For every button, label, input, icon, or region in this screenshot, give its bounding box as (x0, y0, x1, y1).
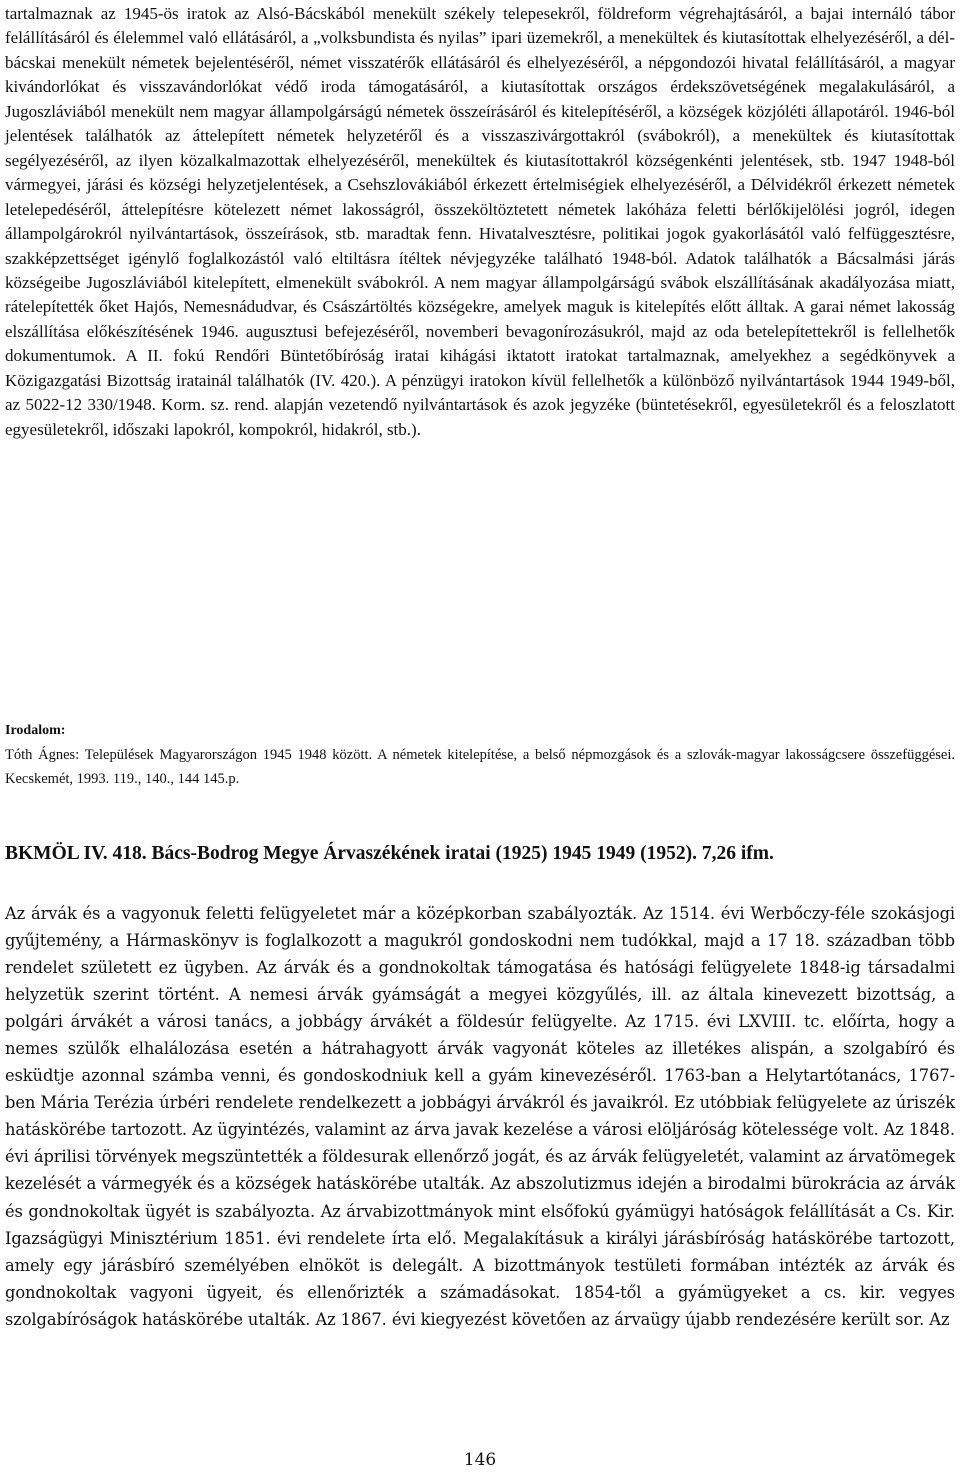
section-title: BKMÖL IV. 418. Bács-Bodrog Megye Árvaszékének iratai (1925) 1945 1949 (1952). 7,26 ifm. (5, 843, 774, 864)
references-text: Tóth Ágnes: Települések Magyarországon 1945 1948 között. A németek kitelepítése, a belső népmozgások és a szlovák-magyar lakosságcsere összefüggései. Kecskemét, 1993. 119., 140., 144 145.p. (5, 747, 955, 787)
page-number: 146 (463, 1450, 497, 1470)
body-paragraph-1: tartalmaznak az 1945-ös iratok az Alsó-Bácskából menekült székely telepesekről, földreform végrehajtásáról, a bajai internáló tábor felállításáról és élelemmel való ellátásáról, a „volksbundista és nyilas” ipari üzemekről, a menekültek és kiutasítottak elhelyezéséről, a dél-bácskai menekült németek bejelentéséről, német visszatérők ellátásáról és elhelyezéséről, a népgondozói hivatal felállításáról, a magyar kivándorlókat és visszavándorlókat védő iroda támogatásáról, a kiutasítottak országos érdekszövetségének megalakulásáról, a Jugoszláviából menekült nem magyar állampolgárságú németek összeírásáról és kitelepítéséről, a községek közjóléti állapotáról. 1946-ból jelentések találhatók az áttelepített németek helyzetéről és a visszaszivárgottakról (svábokról), a menekültek és kiutasítottak segélyezéséről, az ilyen közalkalmazottak elhelyezéséről, menekültek és kiutasítottakról községenkénti jelentések, stb. 1947 1948-ból vármegyei, járási és községi helyzetjelentések, a Csehszlovákiából érkezett értelmiségiek elhelyezéséről, a Délvidékről érkezett németek letelepedéséről, áttelepítésre kötelezett német lakosságról, összeköltöztetett németek lakóháza feletti bérlőkijelölési jogról, idegen állampolgárokról nyilvántartások, összeírások, stb. maradtak fenn. Hivatalvesztésre, politikai jogok gyakorlásától való felfüggesztésre, szakképzettséget igénylő foglalkozástól való eltiltásra ítéltek névjegyzéke található 1948-ból. Adatok találhatók a Bácsalmási járás községeibe Jugoszláviából kitelepített, elmenekült svábokról. A nem magyar állampolgárságú svábok elszállításának akadályozása miatt, rátelepítették őket Hajós, Nemesnádudvar, és Császártöltés községekre, amelyek maguk is kitelepítés előtt álltak. A garai német lakosság elszállítása előkészítésének 1946. augusztusi befejezéséről, novemberi bevagonírozásukról, majd az oda betelepítettekről is fellelhetők dokumentumok. A II. fokú Rendőri Büntetőbíróság iratai kihágási iktatott iratokat tartalmaznak, amelyekhez a segédkönyvek a Közigazgatási Bizottság iratainál találhatók (IV. 420.). A pénzügyi iratokon kívül fellelhetők a különböző nyilvántartások 1944 1949-ből, az 5022-12 330/1948. Korm. sz. rend. alapján vezetendő nyilvántartások és azok jegyzéke (büntetésekről, egyesületekről és a feloszlatott egyesületekről, időszaki lapokról, kompokról, hidakról, stb.). (5, 4, 955, 439)
body-paragraph-2: Az árvák és a vagyonuk feletti felügyeletet már a középkorban szabályozták. Az 1514. évi Werbőczy-féle szokásjogi gyűjtemény, a Hármaskönyv is foglalkozott a magukról gondoskodni nem tudókkal, majd a 17 18. században több rendelet született ez ügyben. Az árvák és a gondnokoltak támogatása és hatósági felügyelete 1848-ig társadalmi helyzetük szerint történt. A nemesi árvák gyámságát a megyei közgyűlés, ill. az általa kinevezett bizottság, a polgári árvákét a városi tanács, a jobbágy árvákét a földesúr felügyelte. Az 1715. évi LXVIII. tc. előírta, hogy a nemes szülők elhalálozása esetén a hátrahagyott árvák vagyonát köteles az illetékes alispán, a szolgabíró és esküdtje azonnal számba venni, és gondoskodniuk kell a gyám kinevezéséről. 1763-ban a Helytartótanács, 1767-ben Mária Terézia úrbéri rendelete rendelkezett a jobbágyi árvákról és javaikról. Ez utóbbiak felügyelete az úriszék hatáskörébe tartozott. Az ügyintézés, valamint az árva javak kezelése a városi elöljáróság kötelessége volt. Az 1848. évi áprilisi törvények megszüntették a földesurak ellenőrző jogát, és az árvák felügyeletét, valamint az árvatömegek kezelését a vármegyék és a községek hatáskörébe utalták. Az abszolutizmus idején a birodalmi bürokrácia az árvák és gondnokoltak ügyét is szabályozta. Az árvabizottmányok mint elsőfokú gyámügyi hatóságok felállítását a Cs. Kir. Igazságügyi Minisztérium 1851. évi rendelete írta elő. Megalakításuk a királyi járásbíróság hatáskörébe tartozott, amely egy járásbíró személyében elnököt is delegált. A bizottmányok testületi formában intézték az árvák és gondnokoltak vagyoni ügyeit, és ellenőrizték a számadásokat. 1854-től a gyámügyeket a cs. kir. vegyes szolgabíróságok hatáskörébe utalták. Az 1867. évi kiegyezést követően az árvaügy újabb rendezésére került sor. Az (5, 904, 955, 1329)
references-heading: Irodalom: (5, 723, 66, 738)
